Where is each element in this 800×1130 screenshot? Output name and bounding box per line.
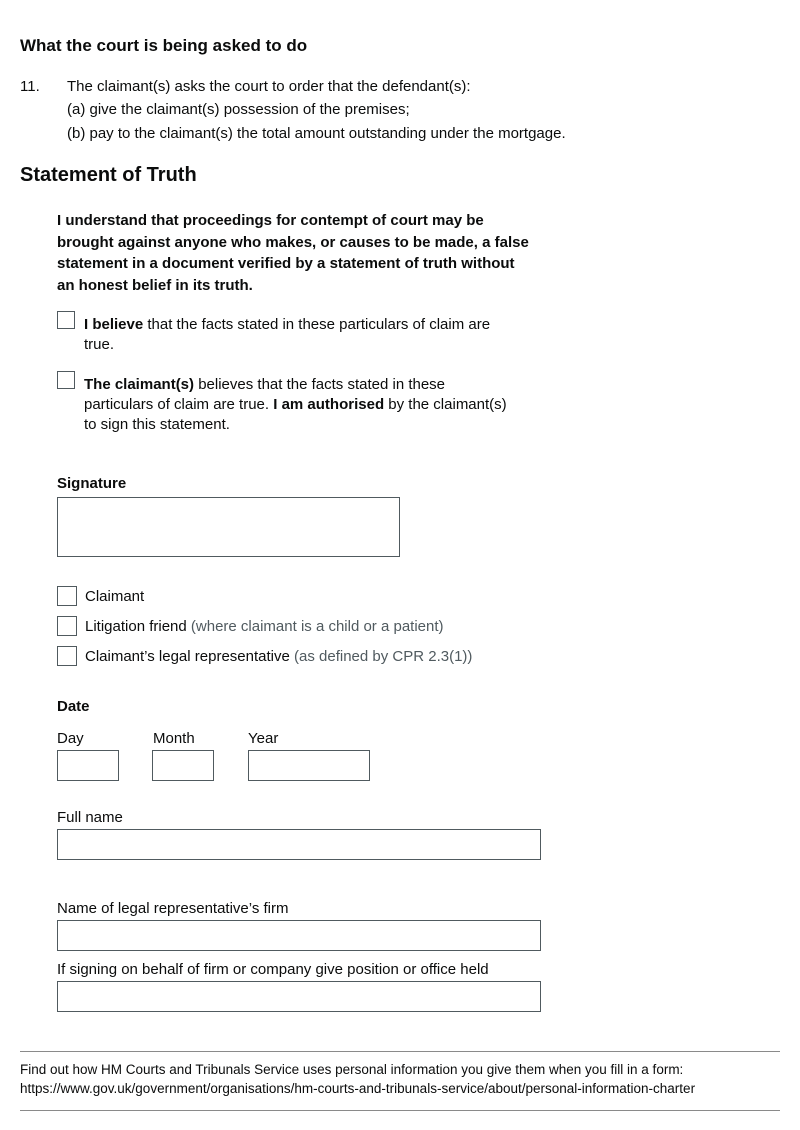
year-input[interactable] <box>248 750 370 781</box>
i-believe-statement <box>84 315 490 355</box>
claimant-believes-statement <box>84 375 507 435</box>
court-order-item-a: (a) give the claimant(s) possession of the premises; <box>67 101 410 118</box>
legal-representative-text: Claimant’s legal representative <box>85 648 290 665</box>
month-input[interactable] <box>152 750 214 781</box>
claimant-role-checkbox[interactable] <box>57 586 77 606</box>
day-input[interactable] <box>57 750 119 781</box>
claimant-believes-bold: The claimant(s) <box>84 376 195 393</box>
contempt-warning-line: I understand that proceedings for contempt of court may be <box>57 212 484 229</box>
position-label: If signing on behalf of firm or company give position or office held <box>57 961 489 978</box>
litigation-friend-label <box>85 618 444 635</box>
i-am-authorised-bold: I am authorised <box>273 396 385 413</box>
full-name-label: Full name <box>57 809 123 826</box>
claimant-believes-text-end: by the claimant(s) <box>384 396 507 413</box>
claimant-believes-text-last: to sign this statement. <box>84 416 230 433</box>
claimant-role-text: Claimant <box>85 588 145 605</box>
court-section-heading: What the court is being asked to do <box>20 36 308 55</box>
footer-divider-bottom <box>20 1110 780 1111</box>
date-label: Date <box>57 698 90 715</box>
footer-charter-link[interactable]: https://www.gov.uk/government/organisations/hm-courts-and-tribunals-service/about/personal-information-charter <box>20 1081 696 1096</box>
claimant-believes-text: believes that the facts stated in these <box>194 376 446 393</box>
firm-name-input[interactable] <box>57 920 541 951</box>
court-order-item-b: (b) pay to the claimant(s) the total amount outstanding under the mortgage. <box>67 125 566 142</box>
i-believe-checkbox[interactable] <box>57 311 75 329</box>
full-name-input[interactable] <box>57 829 541 860</box>
litigation-friend-text: Litigation friend <box>85 618 187 635</box>
claimant-believes-text-start: particulars of claim are true. <box>84 396 274 413</box>
position-input[interactable] <box>57 981 541 1012</box>
contempt-warning-line: statement in a document verified by a statement of truth without <box>57 255 515 272</box>
year-label: Year <box>248 730 279 747</box>
legal-representative-note: (as defined by CPR 2.3(1)) <box>289 648 473 665</box>
contempt-warning <box>57 210 529 296</box>
signature-box[interactable] <box>57 497 400 557</box>
claimant-role-label <box>85 588 144 605</box>
legal-representative-checkbox[interactable] <box>57 646 77 666</box>
litigation-friend-note: (where claimant is a child or a patient) <box>186 618 444 635</box>
i-believe-text: that the facts stated in these particulars of claim are <box>143 316 491 333</box>
item-number: 11. <box>20 78 40 95</box>
i-believe-text-cont: true. <box>84 336 115 353</box>
litigation-friend-checkbox[interactable] <box>57 616 77 636</box>
month-label: Month <box>153 730 195 747</box>
court-order-intro: The claimant(s) asks the court to order that the defendant(s): <box>67 78 471 95</box>
contempt-warning-line: an honest belief in its truth. <box>57 276 253 294</box>
legal-representative-label <box>85 648 472 665</box>
statement-of-truth-heading: Statement of Truth <box>20 164 197 186</box>
contempt-warning-line: brought against anyone who makes, or causes to be made, a false <box>57 233 529 251</box>
i-believe-bold: I believe <box>84 316 144 333</box>
firm-name-label: Name of legal representative’s firm <box>57 900 289 917</box>
signature-label: Signature <box>57 475 127 492</box>
claimant-believes-checkbox[interactable] <box>57 371 75 389</box>
day-label: Day <box>57 730 84 747</box>
footer-divider-top <box>20 1051 780 1052</box>
footer-info-text: Find out how HM Courts and Tribunals Service uses personal information you give them when you fill in a form: <box>20 1062 684 1077</box>
